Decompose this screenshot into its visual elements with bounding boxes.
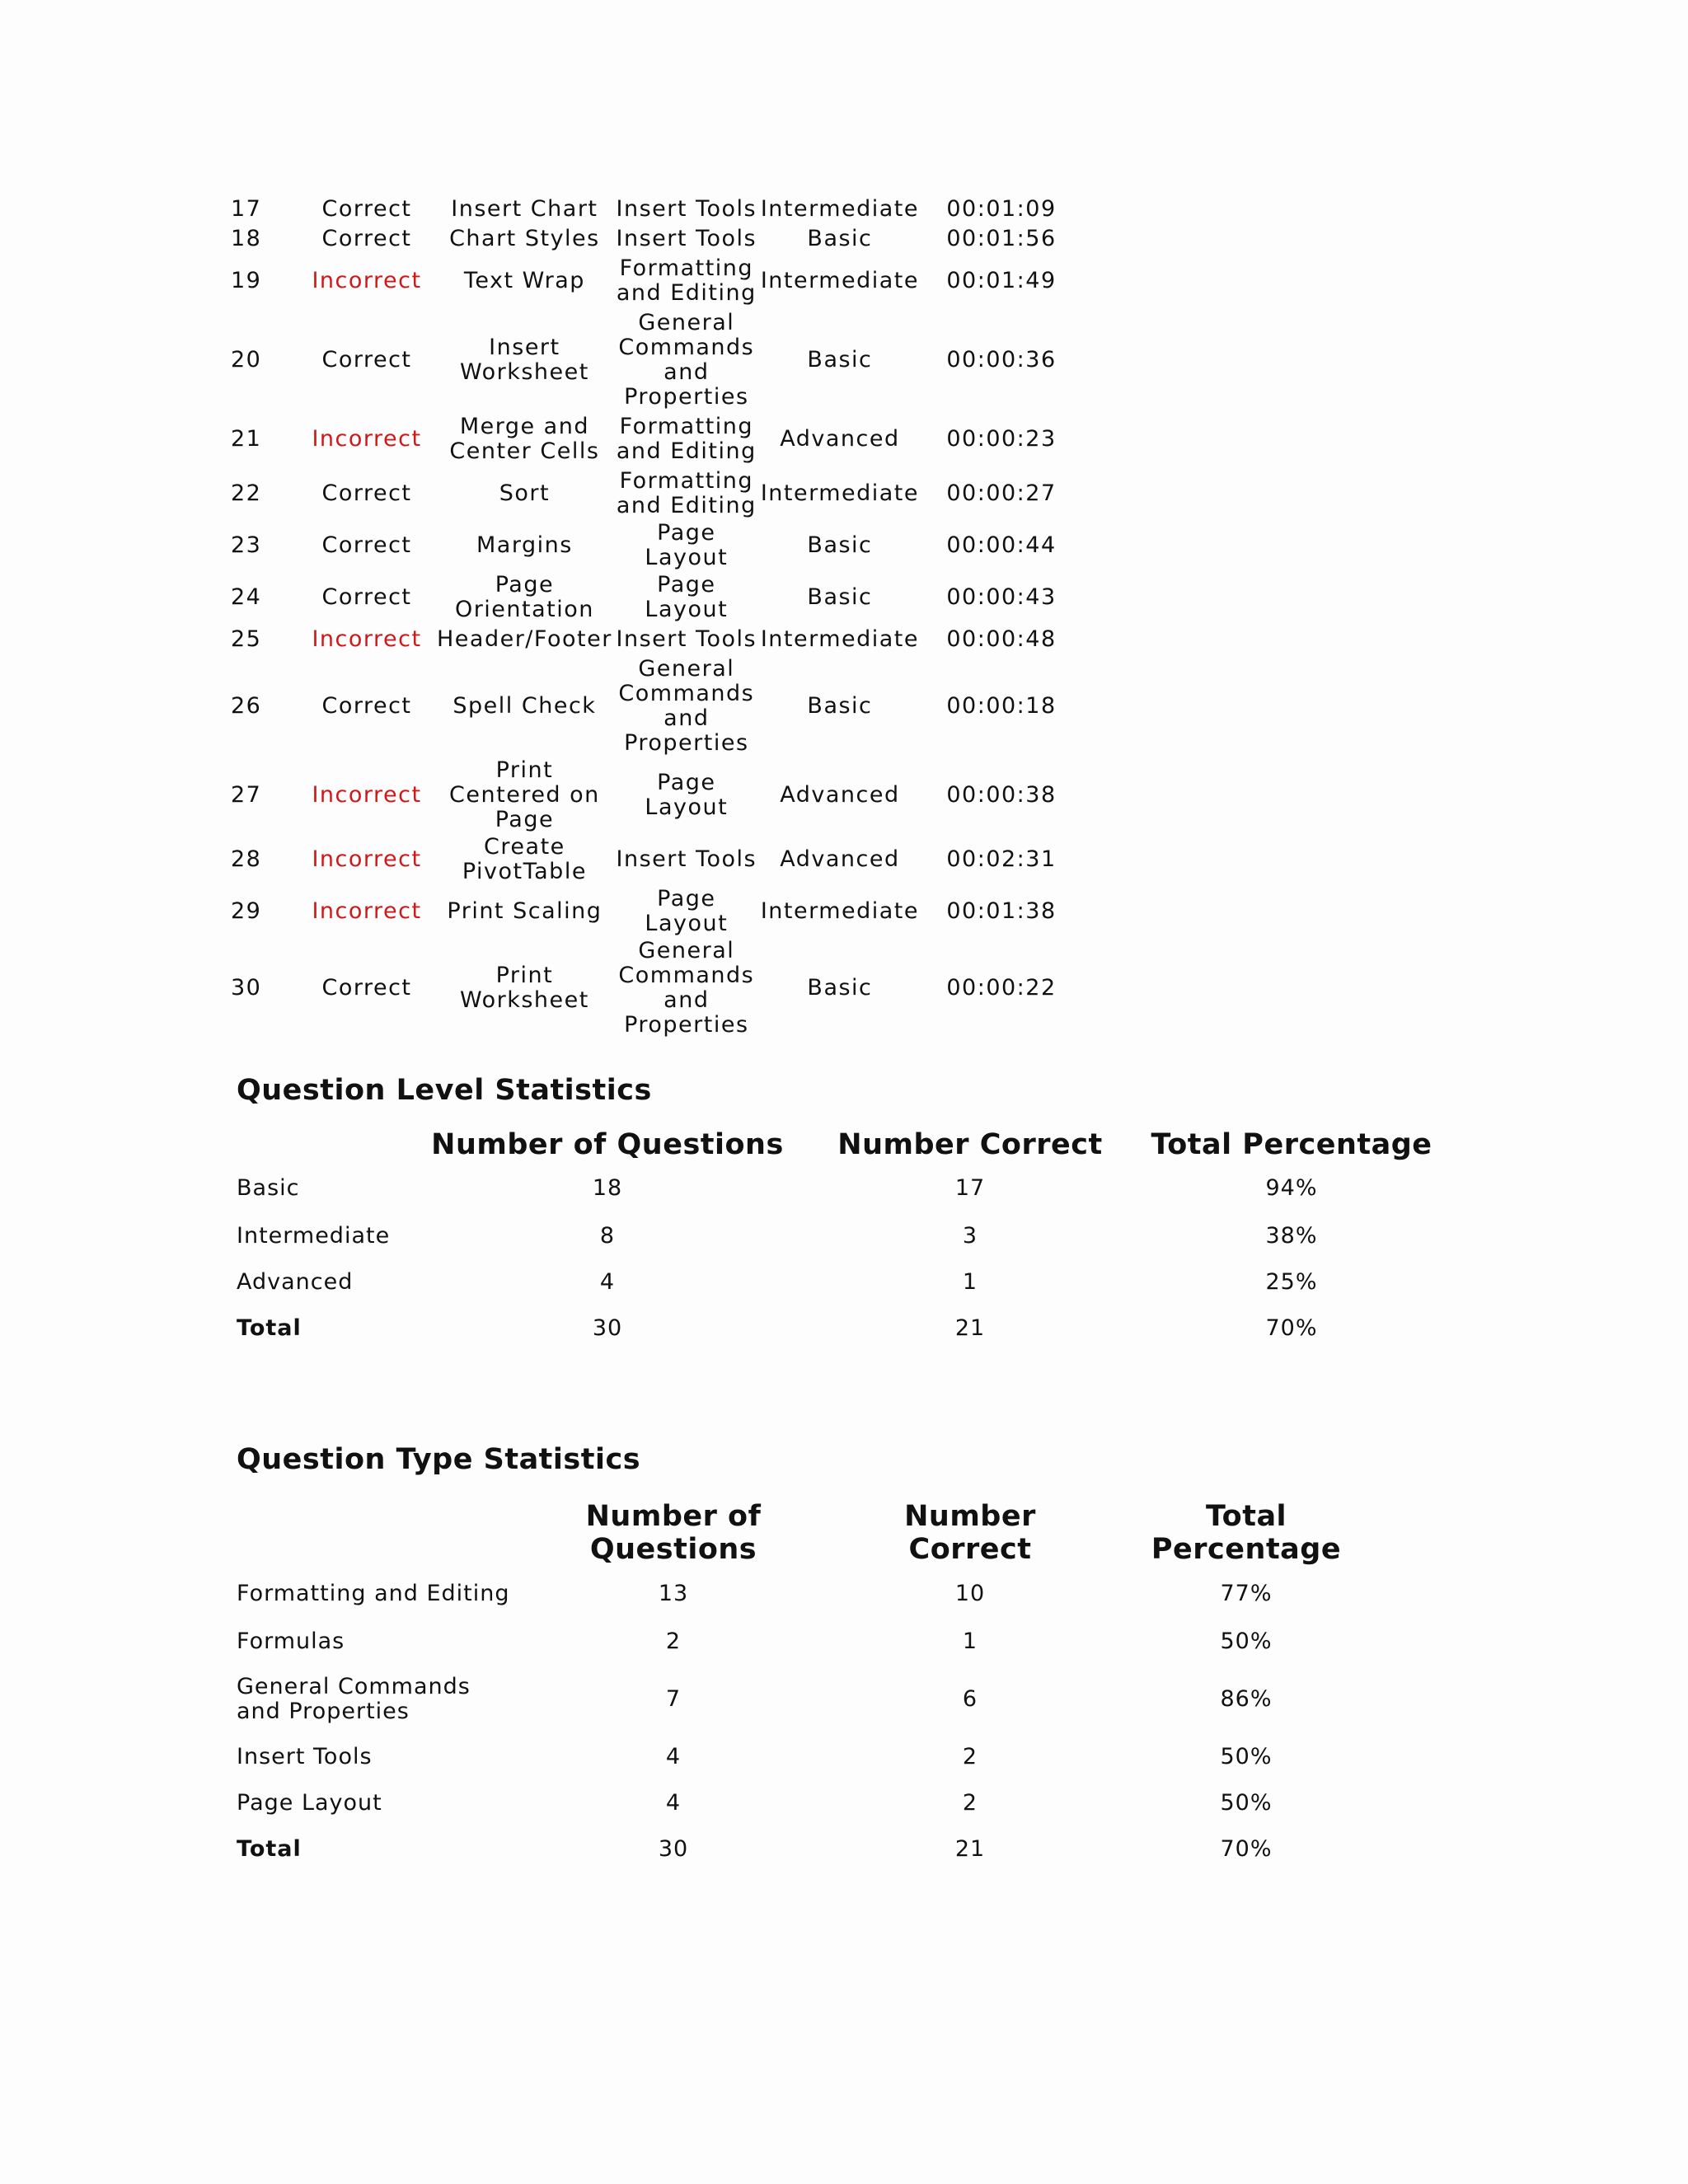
percentage: 38% xyxy=(1265,1223,1318,1249)
result-status: Correct xyxy=(321,480,412,506)
question-number: 23 xyxy=(231,532,262,558)
question-number: 27 xyxy=(231,782,262,808)
question-category: Formatting and Editing xyxy=(616,468,757,518)
question-name: Margins xyxy=(476,532,573,558)
result-status: Correct xyxy=(321,975,412,1001)
question-number: 22 xyxy=(231,480,262,506)
result-status: Incorrect xyxy=(312,426,422,452)
table-row xyxy=(237,1164,1448,1213)
percentage: 70% xyxy=(1265,1315,1318,1341)
question-time: 00:00:23 xyxy=(946,426,1057,452)
table-row xyxy=(237,1213,1448,1259)
question-level: Advanced xyxy=(780,846,900,872)
question-level: Basic xyxy=(807,226,873,251)
type-label: Total xyxy=(237,1836,302,1862)
type-label: Insert Tools xyxy=(237,1744,373,1769)
percentage: 25% xyxy=(1265,1269,1318,1295)
level-label: Advanced xyxy=(237,1269,354,1295)
percentage: 77% xyxy=(1220,1581,1273,1606)
table-header-row xyxy=(237,1497,1382,1569)
header-number-correct: Number Correct xyxy=(904,1500,1036,1566)
result-status: Incorrect xyxy=(312,898,422,924)
question-time: 00:01:38 xyxy=(946,898,1057,924)
question-number: 28 xyxy=(231,846,262,872)
question-name: Print Worksheet xyxy=(459,963,589,1013)
question-level: Intermediate xyxy=(760,268,920,293)
percentage: 70% xyxy=(1220,1836,1273,1862)
result-status: Correct xyxy=(321,693,412,719)
question-time: 00:00:18 xyxy=(946,693,1057,719)
question-name: Print Centered on Page xyxy=(449,757,600,832)
header-number-of-questions: Number of Questions xyxy=(431,1128,784,1161)
table-row xyxy=(231,625,1084,654)
question-time: 00:02:31 xyxy=(946,846,1057,872)
question-number: 29 xyxy=(231,898,262,924)
question-name: Print Scaling xyxy=(447,898,603,924)
percentage: 50% xyxy=(1220,1629,1273,1654)
question-category: Page Layout xyxy=(645,770,729,820)
result-status: Incorrect xyxy=(312,268,422,293)
question-category: General Commands and Properties xyxy=(618,938,755,1038)
correct-count: 17 xyxy=(954,1175,986,1201)
question-category: Insert Tools xyxy=(616,196,757,222)
table-row xyxy=(231,887,1084,936)
question-level: Basic xyxy=(807,532,873,558)
question-time: 00:01:49 xyxy=(946,268,1057,293)
question-level: Intermediate xyxy=(760,196,920,222)
table-row xyxy=(237,1734,1382,1780)
result-status: Incorrect xyxy=(312,626,422,652)
question-count: 4 xyxy=(599,1269,616,1295)
question-time: 00:01:09 xyxy=(946,196,1057,222)
type-stats-title: Question Type Statistics xyxy=(237,1443,641,1476)
table-row xyxy=(231,466,1084,521)
question-level: Basic xyxy=(807,347,873,373)
result-status: Incorrect xyxy=(312,782,422,808)
question-category: General Commands and Properties xyxy=(618,310,755,410)
percentage: 50% xyxy=(1220,1744,1273,1769)
question-time: 00:00:36 xyxy=(946,347,1057,373)
table-row xyxy=(231,936,1084,1040)
type-stats-table xyxy=(237,1497,1382,1872)
question-level: Basic xyxy=(807,693,873,719)
question-name: Spell Check xyxy=(452,693,597,719)
question-name: Header/Footer xyxy=(437,626,612,652)
result-status: Incorrect xyxy=(312,846,422,872)
question-count: 8 xyxy=(599,1223,616,1249)
question-number: 21 xyxy=(231,426,262,452)
header-number-correct: Number Correct xyxy=(837,1128,1103,1161)
level-stats-title: Question Level Statistics xyxy=(237,1074,652,1107)
question-category: Insert Tools xyxy=(616,846,757,872)
table-row xyxy=(231,308,1084,412)
table-row xyxy=(237,1619,1382,1665)
question-level: Basic xyxy=(807,584,873,610)
question-time: 00:00:22 xyxy=(946,975,1057,1001)
question-count: 30 xyxy=(658,1836,689,1862)
result-status: Correct xyxy=(321,196,412,222)
question-count: 13 xyxy=(658,1581,689,1606)
question-time: 00:00:38 xyxy=(946,782,1057,808)
result-status: Correct xyxy=(321,226,412,251)
question-level: Advanced xyxy=(780,426,900,452)
question-time: 00:01:56 xyxy=(946,226,1057,251)
question-time: 00:00:48 xyxy=(946,626,1057,652)
question-count: 7 xyxy=(665,1686,682,1712)
question-level: Intermediate xyxy=(760,898,920,924)
question-time: 00:00:43 xyxy=(946,584,1057,610)
question-count: 30 xyxy=(592,1315,623,1341)
question-count: 2 xyxy=(665,1629,682,1654)
question-count: 18 xyxy=(592,1175,623,1201)
question-number: 30 xyxy=(231,975,262,1001)
question-category: Insert Tools xyxy=(616,226,757,251)
correct-count: 21 xyxy=(954,1315,986,1341)
question-level: Basic xyxy=(807,975,873,1001)
question-count: 4 xyxy=(665,1790,682,1816)
question-number: 19 xyxy=(231,268,262,293)
question-name: Sort xyxy=(499,480,551,506)
result-status: Correct xyxy=(321,532,412,558)
percentage: 86% xyxy=(1220,1686,1273,1712)
question-name: Insert Chart xyxy=(451,196,598,222)
question-name: Chart Styles xyxy=(449,226,600,251)
table-row xyxy=(237,1569,1382,1619)
question-number: 25 xyxy=(231,626,262,652)
question-category: Insert Tools xyxy=(616,626,757,652)
results-table xyxy=(231,194,1084,1040)
table-row xyxy=(231,570,1084,625)
level-label: Basic xyxy=(237,1175,300,1201)
correct-count: 10 xyxy=(954,1581,986,1606)
correct-count: 1 xyxy=(962,1269,978,1295)
question-name: Merge and Center Cells xyxy=(449,414,600,464)
table-row xyxy=(237,1780,1382,1826)
question-category: General Commands and Properties xyxy=(618,656,755,756)
question-category: Page Layout xyxy=(645,572,729,622)
table-header-row xyxy=(237,1126,1448,1164)
question-number: 17 xyxy=(231,196,262,222)
table-row xyxy=(231,224,1084,254)
table-row xyxy=(231,758,1084,832)
table-row xyxy=(231,521,1084,570)
level-stats-table xyxy=(237,1126,1448,1352)
question-number: 26 xyxy=(231,693,262,719)
question-category: Page Layout xyxy=(645,520,729,570)
question-category: Formatting and Editing xyxy=(616,255,757,306)
question-name: Create PivotTable xyxy=(462,834,587,884)
question-category: Formatting and Editing xyxy=(616,414,757,464)
table-row xyxy=(237,1665,1382,1734)
header-total-percentage: Total Percentage xyxy=(1151,1128,1432,1161)
percentage: 50% xyxy=(1220,1790,1273,1816)
table-row xyxy=(231,254,1084,308)
table-row xyxy=(231,194,1084,224)
table-row-total xyxy=(237,1305,1448,1352)
correct-count: 21 xyxy=(954,1836,986,1862)
table-row xyxy=(231,832,1084,887)
question-name: Page Orientation xyxy=(454,572,594,622)
question-time: 00:00:27 xyxy=(946,480,1057,506)
question-count: 4 xyxy=(665,1744,682,1769)
table-row xyxy=(231,654,1084,758)
result-status: Correct xyxy=(321,347,412,373)
question-level: Advanced xyxy=(780,782,900,808)
question-number: 20 xyxy=(231,347,262,373)
header-number-of-questions: Number of Questions xyxy=(585,1500,762,1566)
percentage: 94% xyxy=(1265,1175,1318,1201)
correct-count: 3 xyxy=(962,1223,978,1249)
type-label: Formulas xyxy=(237,1629,345,1654)
correct-count: 1 xyxy=(962,1629,978,1654)
type-label: Page Layout xyxy=(237,1790,382,1816)
question-number: 24 xyxy=(231,584,262,610)
type-label: Formatting and Editing xyxy=(237,1581,510,1606)
correct-count: 6 xyxy=(962,1686,978,1712)
question-category: Page Layout xyxy=(645,886,729,936)
type-label: General Commands and Properties xyxy=(237,1674,471,1724)
question-time: 00:00:44 xyxy=(946,532,1057,558)
level-label: Total xyxy=(237,1315,302,1341)
result-status: Correct xyxy=(321,584,412,610)
table-row xyxy=(237,1259,1448,1305)
header-total-percentage: Total Percentage xyxy=(1151,1500,1342,1566)
question-level: Intermediate xyxy=(760,480,920,506)
table-row-total xyxy=(237,1826,1382,1872)
table-row xyxy=(231,412,1084,466)
level-label: Intermediate xyxy=(237,1223,391,1249)
question-number: 18 xyxy=(231,226,262,251)
question-level: Intermediate xyxy=(760,626,920,652)
correct-count: 2 xyxy=(962,1744,978,1769)
question-name: Text Wrap xyxy=(463,268,585,293)
question-name: Insert Worksheet xyxy=(459,335,589,385)
correct-count: 2 xyxy=(962,1790,978,1816)
